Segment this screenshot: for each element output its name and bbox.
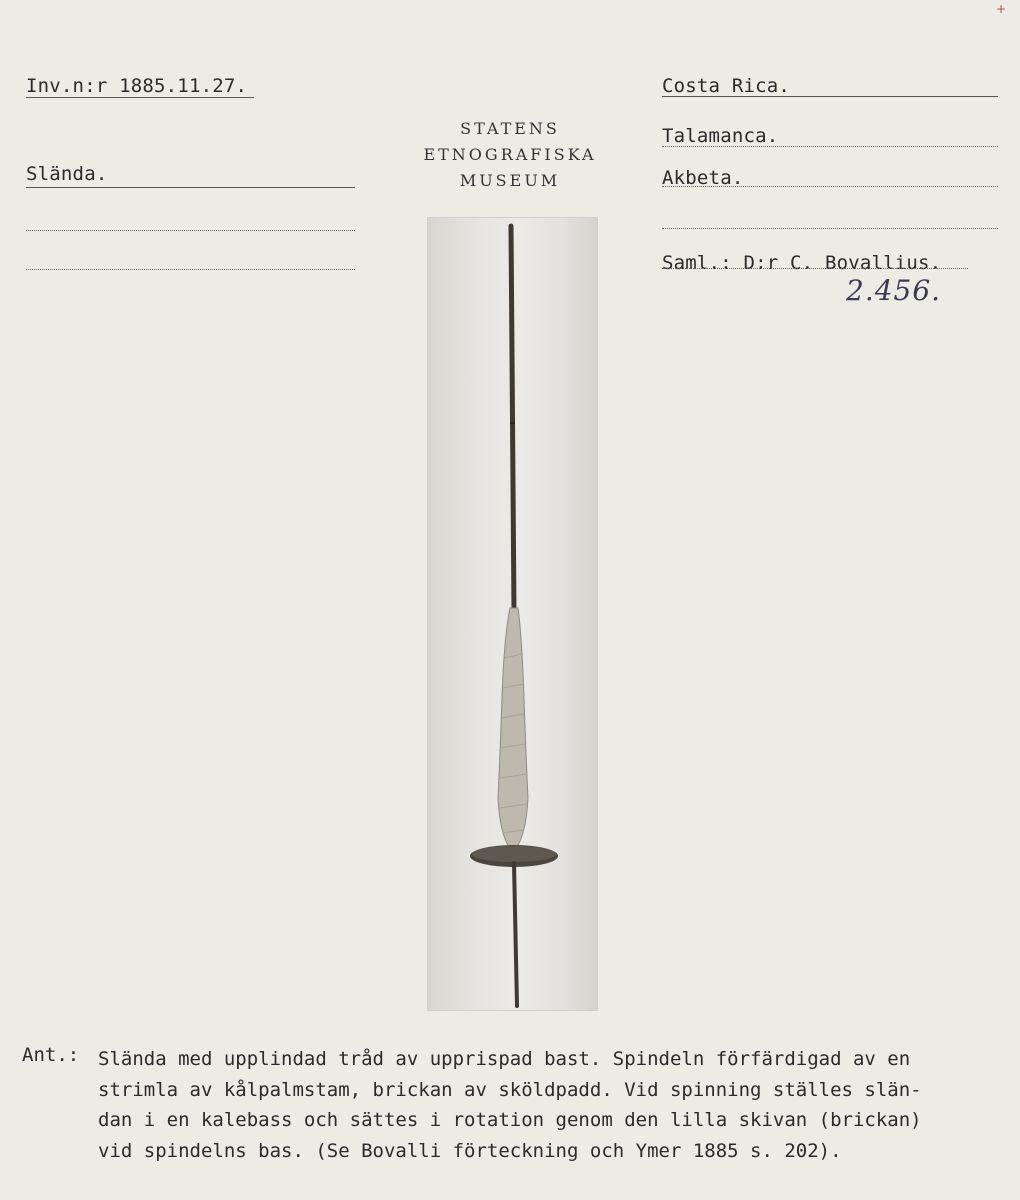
country: Costa Rica. [662, 75, 791, 97]
country-underline [662, 96, 998, 97]
locality-underline [662, 186, 998, 187]
region: Talamanca. [662, 125, 779, 147]
object-underline [26, 187, 355, 188]
region-underline [662, 146, 998, 147]
handwritten-number: 2.456. [846, 274, 942, 307]
collection: Saml.: D:r C. Bovallius. [662, 252, 942, 274]
annotation-line-3: dan i en kalebass och sättes i rotation genom den lilla skivan (brickan) [98, 1109, 922, 1131]
blank-line-1 [26, 230, 355, 231]
corner-mark: + [996, 2, 1007, 16]
blank-line-right [662, 228, 998, 229]
museum-line-2: ETNOGRAFISKA [423, 145, 597, 164]
object-name: Slända. [26, 163, 108, 185]
annotation-line-1: Slända med upplindad tråd av upprispad bast. Spindeln förfärdigad av en [98, 1048, 911, 1070]
spindle-image [428, 218, 597, 1010]
spindle-photograph [428, 218, 597, 1010]
annotation-label: Ant.: [22, 1044, 80, 1066]
annotation-line-2: strimla av kålpalmstam, brickan av sköldpadd. Vid spinning ställes slän- [98, 1078, 922, 1101]
collection-underline [662, 268, 968, 269]
inventory-number: Inv.n:r 1885.11.27. [26, 75, 248, 97]
museum-line-3: MUSEUM [459, 171, 561, 190]
inventory-underline [26, 97, 254, 98]
blank-line-2 [26, 269, 355, 270]
annotation-text [98, 1044, 1016, 1166]
annotation-line-4: vid spindelns bas. (Se Bovalli förteckning och Ymer 1885 s. 202). [98, 1139, 842, 1162]
locality: Akbeta. [662, 167, 744, 189]
museum-line-1: STATENS [460, 119, 560, 138]
museum-heading [400, 116, 620, 194]
